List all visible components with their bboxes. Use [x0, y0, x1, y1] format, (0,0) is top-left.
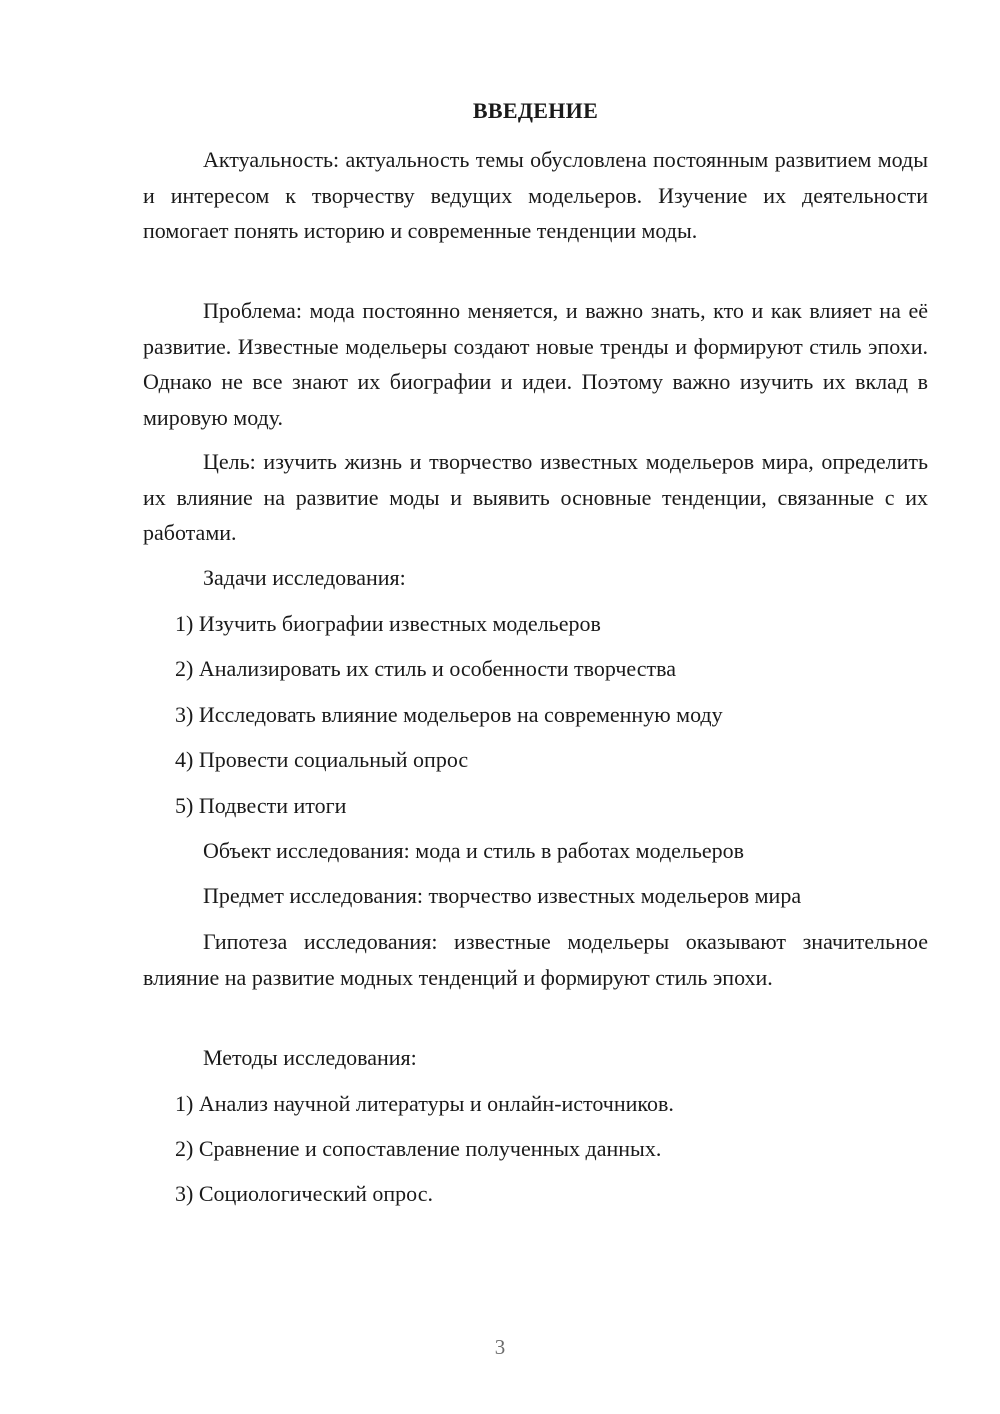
list-item: 4) Провести социальный опрос — [175, 747, 469, 772]
list-item: 2) Сравнение и сопоставление полученных данных. — [175, 1136, 662, 1161]
list-item: 5) Подвести итоги — [175, 793, 347, 818]
problem-paragraph: Проблема: мода постоянно меняется, и важно знать, кто и как влияет на её развитие. Известные модельеры создают новые тренды и формируют стиль эпохи. Однако не все знают их биографии и идеи. Поэтому важно изучить их вклад в мировую моду. — [143, 298, 928, 430]
hypothesis-paragraph: Гипотеза исследования: известные модельеры оказывают значительное влияние на развитие модных тенденций и формируют стиль эпохи. — [143, 929, 928, 990]
tasks-heading: Задачи исследования: — [203, 565, 406, 590]
goal-paragraph: Цель: изучить жизнь и творчество известных модельеров мира, определить их влияние на развитие моды и выявить основные тенденции, связанные с их работами. — [143, 449, 928, 545]
list-item: 1) Изучить биографии известных модельеров — [175, 611, 601, 636]
page-title: ВВЕДЕНИЕ — [472, 98, 599, 123]
page-number: 3 — [494, 1335, 506, 1359]
research-object: Объект исследования: мода и стиль в работах модельеров — [203, 838, 745, 863]
list-item: 1) Анализ научной литературы и онлайн-источников. — [175, 1091, 674, 1116]
relevance-paragraph: Актуальность: актуальность темы обусловлена постоянным развитием моды и интересом к творчеству ведущих модельеров. Изучение их деятельности помогает понять историю и современные тенденции моды. — [143, 147, 928, 243]
list-item: 2) Анализировать их стиль и особенности творчества — [175, 656, 676, 681]
research-subject: Предмет исследования: творчество известных модельеров мира — [203, 883, 802, 908]
list-item: 3) Социологический опрос. — [175, 1181, 433, 1206]
list-item: 3) Исследовать влияние модельеров на современную моду — [175, 702, 723, 727]
methods-heading: Методы исследования: — [203, 1045, 417, 1070]
